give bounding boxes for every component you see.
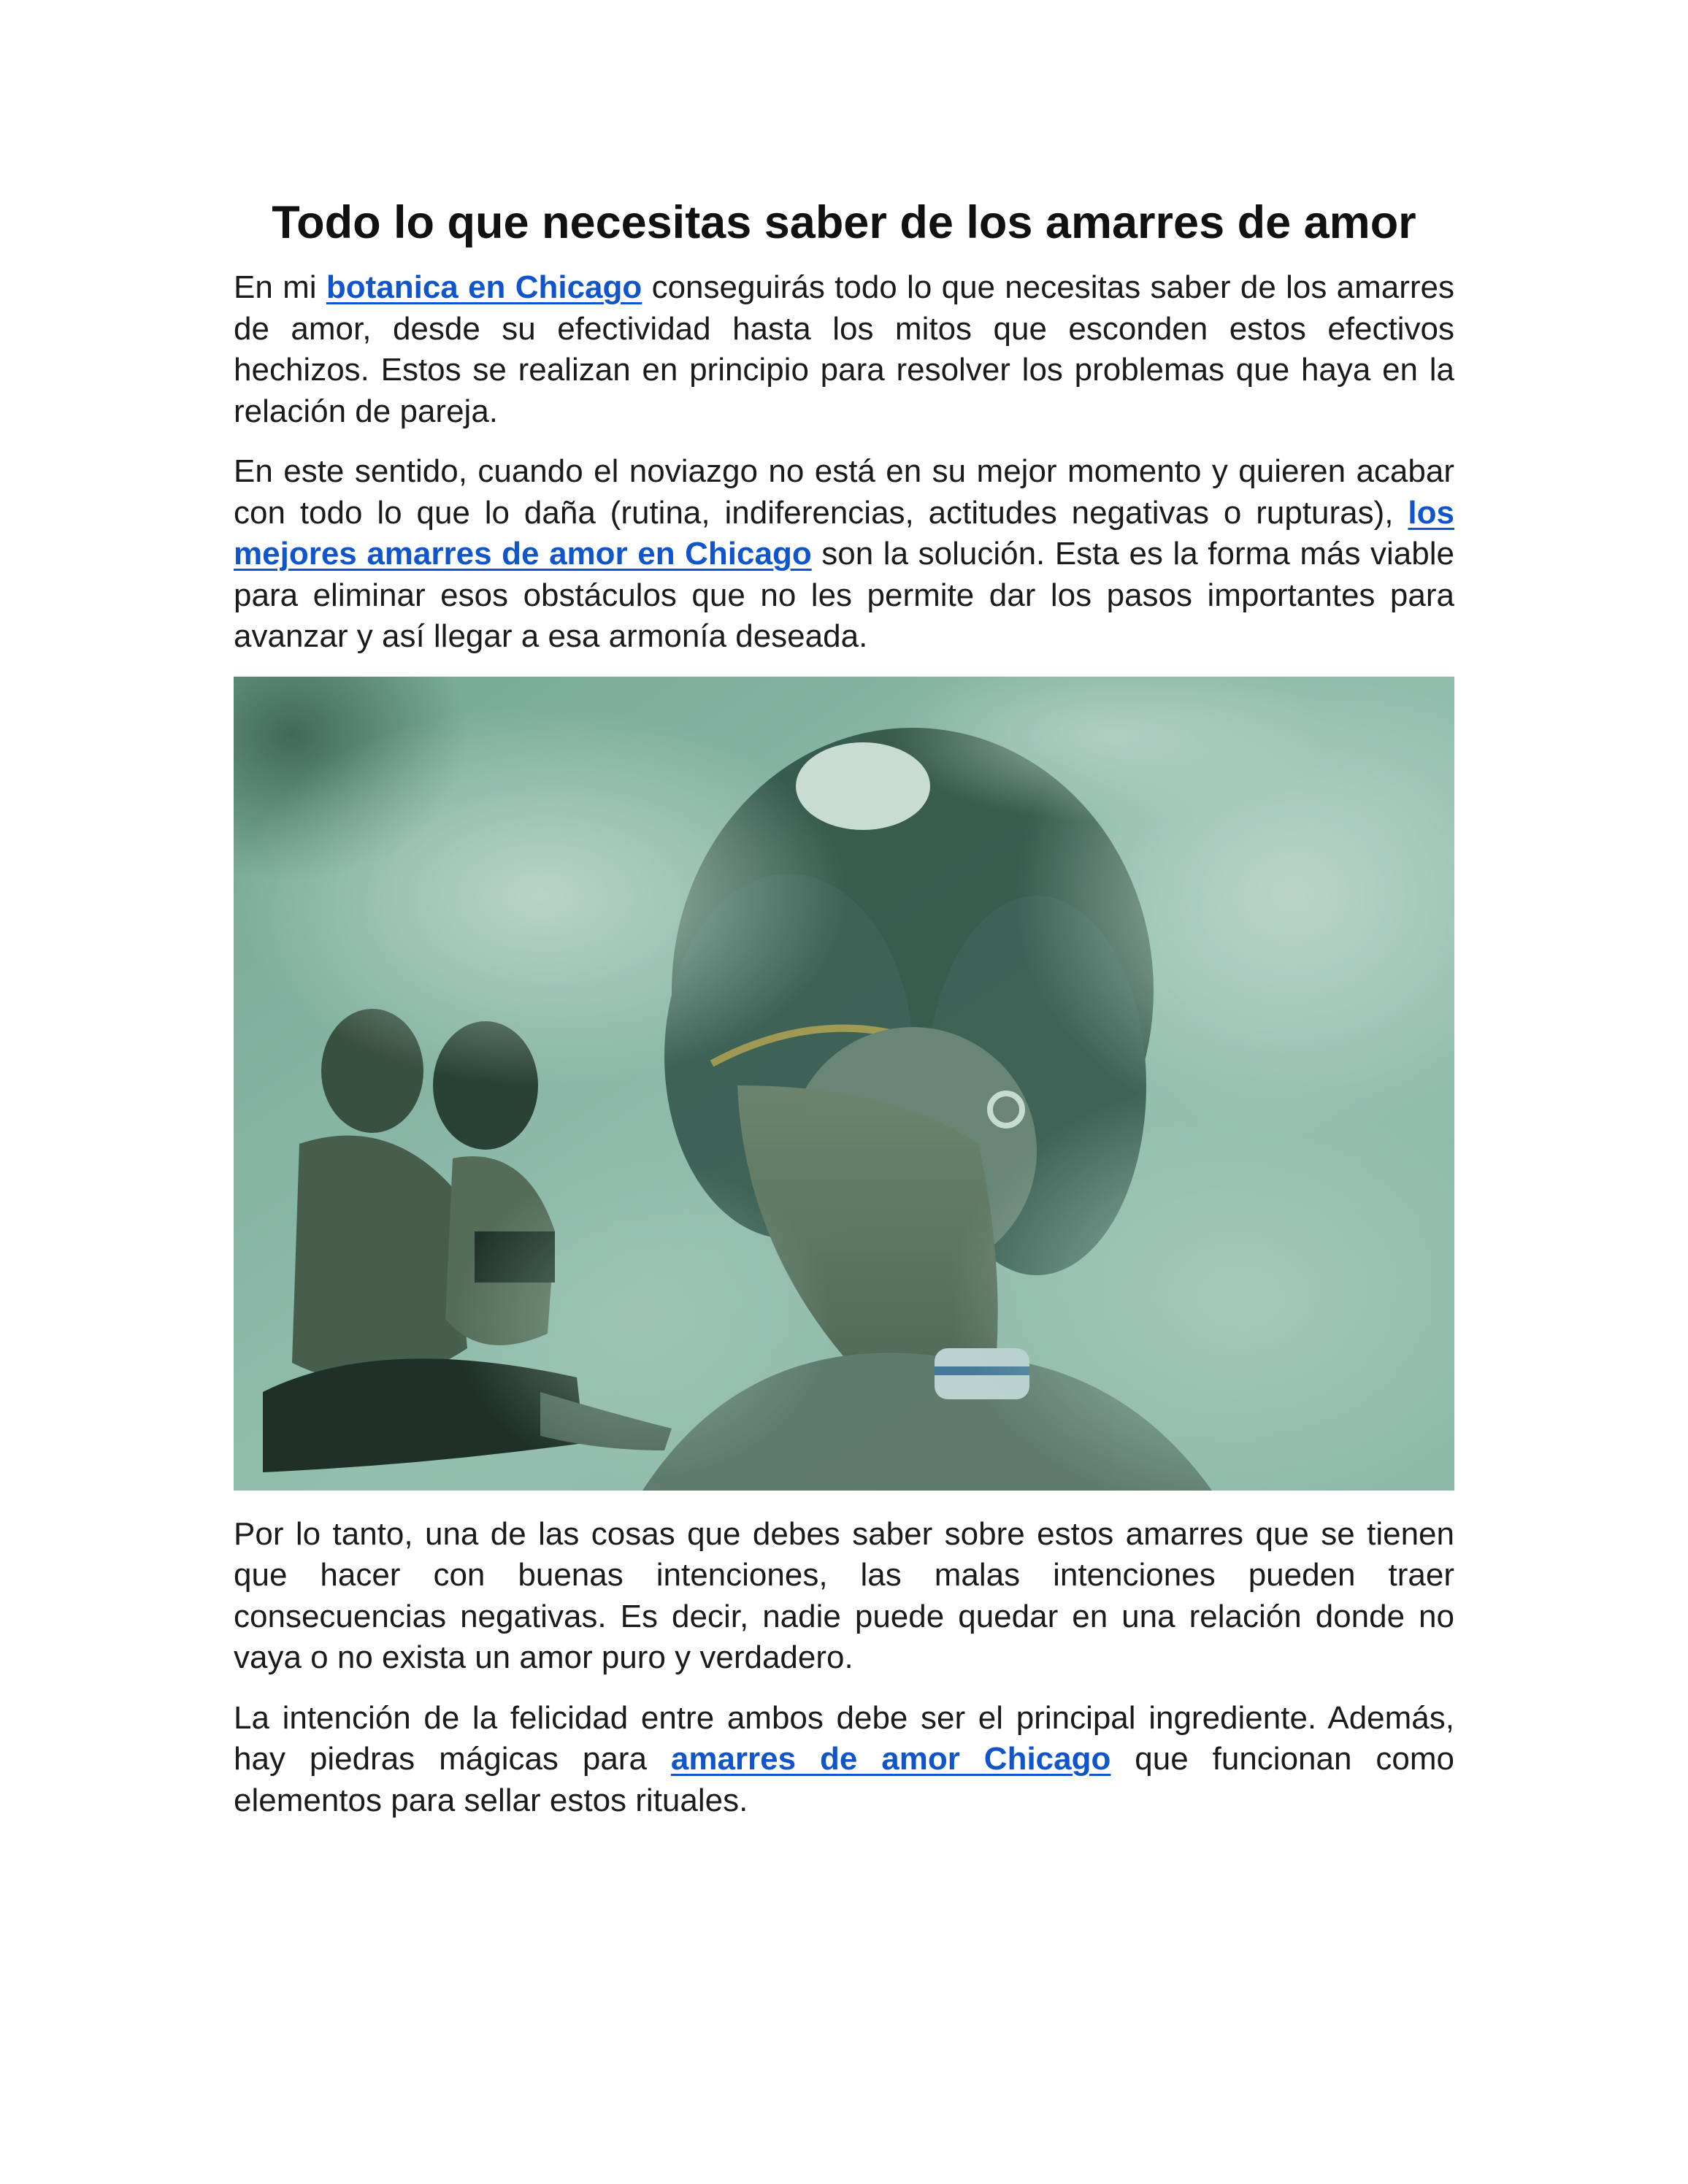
paragraph-3: Por lo tanto, una de las cosas que debes saber sobre estos amarres que se tienen que hacer con buenas intenciones, las malas intenciones pueden traer consecuencias negativas. Es decir, nadie puede quedar en una relación donde no vaya o no exista un amor puro y verdadero. (234, 1515, 1454, 1675)
paragraph-4 (234, 1698, 1454, 1822)
paragraph-1-text-before: En mi (234, 269, 326, 305)
paragraph-2-text-after: son la solución. Esta es la forma más viable para eliminar esos obstáculos que no les permite dar los pasos importantes para avanzar y así llegar a esa armonía deseada. (234, 536, 1454, 654)
paragraph-2 (234, 451, 1454, 658)
page-title: Todo lo que necesitas saber de los amarres de amor (272, 197, 1416, 248)
link-botanica-chicago[interactable]: botanica en Chicago (326, 269, 642, 305)
paragraph-1-text-after: conseguirás todo lo que necesitas saber de los amarres de amor, desde su efectividad hasta los mitos que esconden estos efectivos hechizos. Estos se realizan en principio para resolver los problemas que haya en la relación de pareja. (234, 269, 1454, 429)
link-amarres-amor-chicago[interactable]: amarres de amor Chicago (670, 1741, 1111, 1777)
paragraph-1 (234, 267, 1454, 432)
paragraph-4-text-before: La intención de la felicidad entre ambos debe ser el principal ingrediente. Además, hay piedras mágicas para (234, 1699, 1454, 1777)
article-illustration (234, 677, 1454, 1491)
paragraph-4-text-after: que funcionan como elementos para sellar estos rituales. (234, 1741, 1454, 1818)
document-body (234, 191, 1454, 1821)
paragraph-2-text-before: En este sentido, cuando el noviazgo no está en su mejor momento y quieren acabar con todo lo que lo daña (rutina, indiferencias, actitudes negativas o rupturas), (234, 453, 1454, 531)
link-mejores-amarres-chicago[interactable]: los mejores amarres de amor en Chicago (234, 494, 1454, 572)
